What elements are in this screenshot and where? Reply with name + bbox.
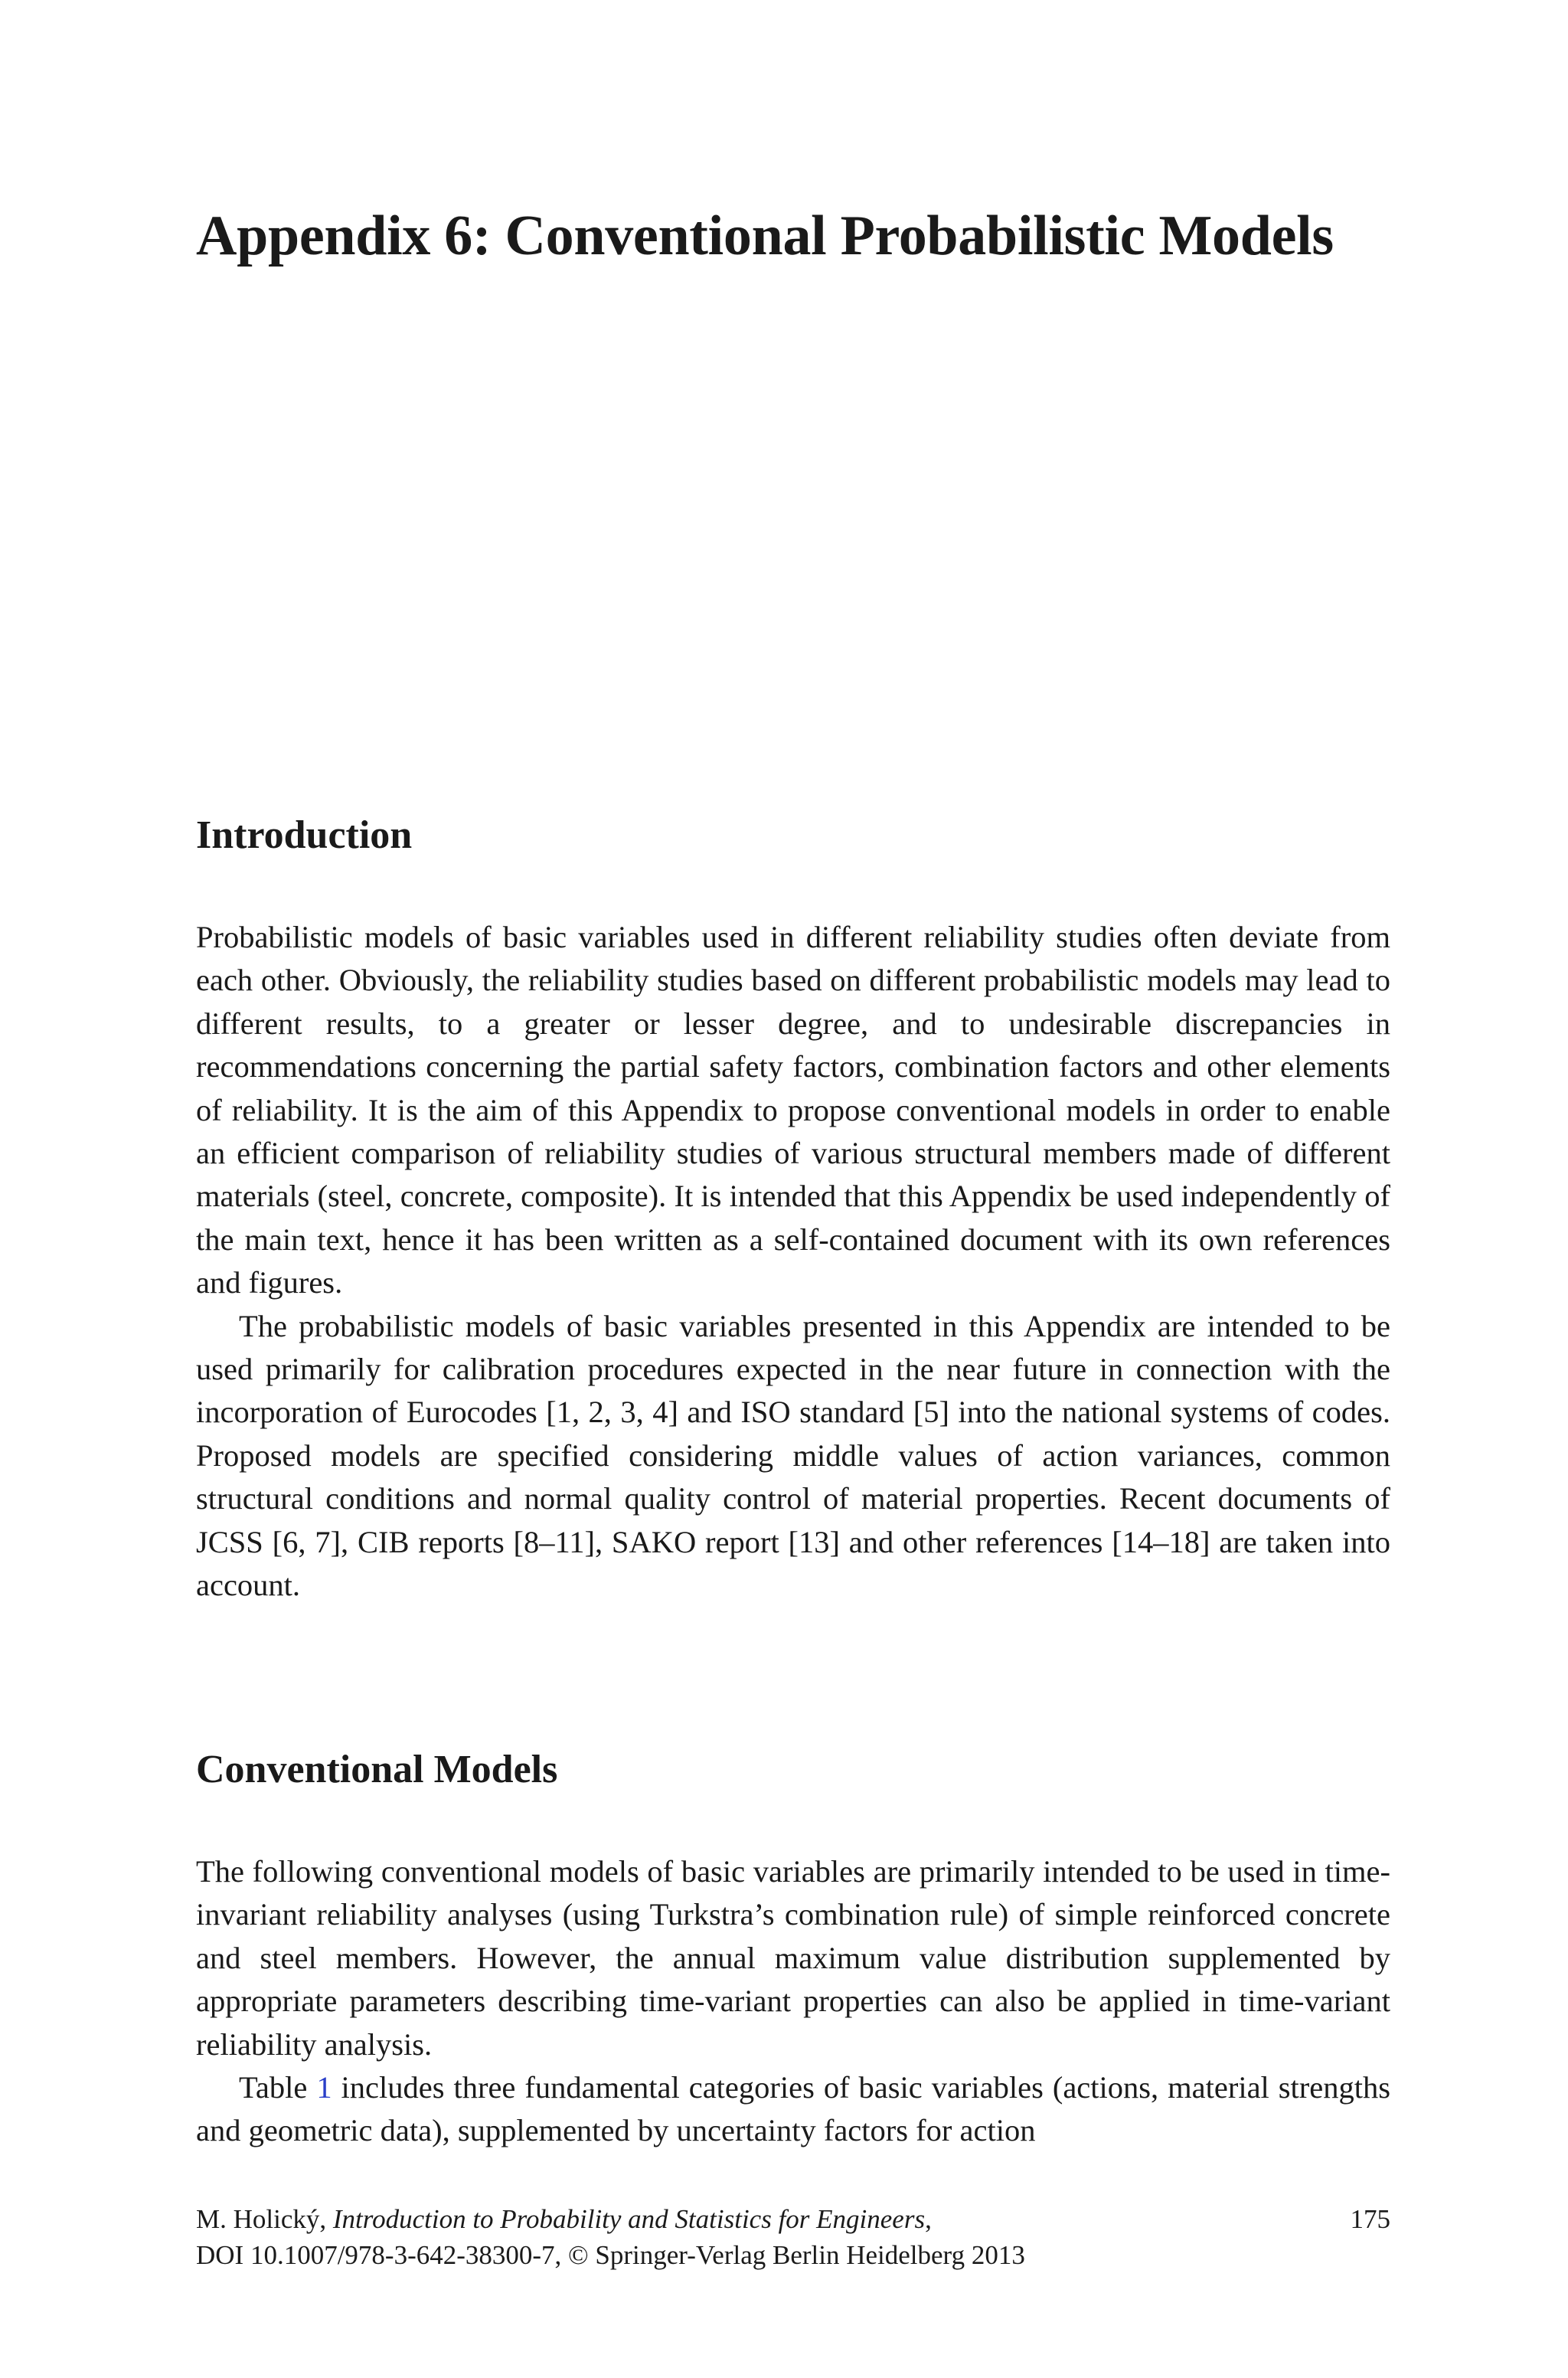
conventional-models-body [196,1850,1390,2153]
page-footer [196,2201,1390,2273]
introduction-paragraph-2: The probabilistic models of basic variables presented in this Appendix are intended to be used primarily for calibration procedures expected in the near future in connection with the incorporation of Eurocodes [1, 2, 3, 4] and ISO standard [5] into the national systems of codes. Proposed models are specified considering middle values of action variances, common structural conditions and normal quality control of material properties. Recent documents of JCSS [6, 7], CIB reports [8–11], SAKO report [13] and other references [14–18] are taken into account. [196,1308,1390,1603]
conventional-models-paragraph-2 [196,2066,1390,2153]
section-heading-conventional-models: Conventional Models [196,1748,558,1791]
introduction-paragraph-1: Probabilistic models of basic variables used in different reliability studies often deviate from each other. Obviously, the reliability studies based on different probabilistic models may lead to different results, to a greater or lesser degree, and to undesirable discrepancies in recommendations concerning the partial safety factors, combination factors and other elements of reliability. It is the aim of this Appendix to propose conventional models in order to enable an efficient comparison of reliability studies of various structural members made of different materials (steel, concrete, composite). It is intended that this Appendix be used independently of the main text, hence it has been written as a self-contained document with its own references and figures. [196,920,1390,1300]
citation-line [196,2201,1390,2237]
paragraph-text-end: includes three fundamental categories of basic variables (actions, material strengths and geometric data), supplemented by uncertainty factors for action [196,2070,1390,2148]
paragraph-text-start: Table [239,2070,317,2105]
section-heading-introduction: Introduction [196,813,413,857]
page-number: 175 [1350,2204,1390,2234]
footer-author: M. Holický, [196,2204,333,2234]
footer-title-comma: , [925,2204,932,2234]
conventional-models-paragraph-1: The following conventional models of basic variables are primarily intended to be used in time-invariant reliability analyses (using Turkstra’s combination rule) of simple reinforced concrete and steel members. However, the annual maximum value distribution supplemented by appropriate parameters describing time-variant properties can also be applied in time-variant reliability analysis. [196,1854,1390,2062]
footer-book-title: Introduction to Probability and Statistics for Engineers [332,2204,926,2234]
chapter-title: Appendix 6: Conventional Probabilistic Models [196,204,1334,267]
introduction-body [196,916,1390,1608]
table-reference-link[interactable]: 1 [316,2070,332,2105]
footer-doi-line: DOI 10.1007/978-3-642-38300-7, © Springer-Verlag Berlin Heidelberg 2013 [196,2240,1025,2270]
book-page [196,0,1390,2378]
